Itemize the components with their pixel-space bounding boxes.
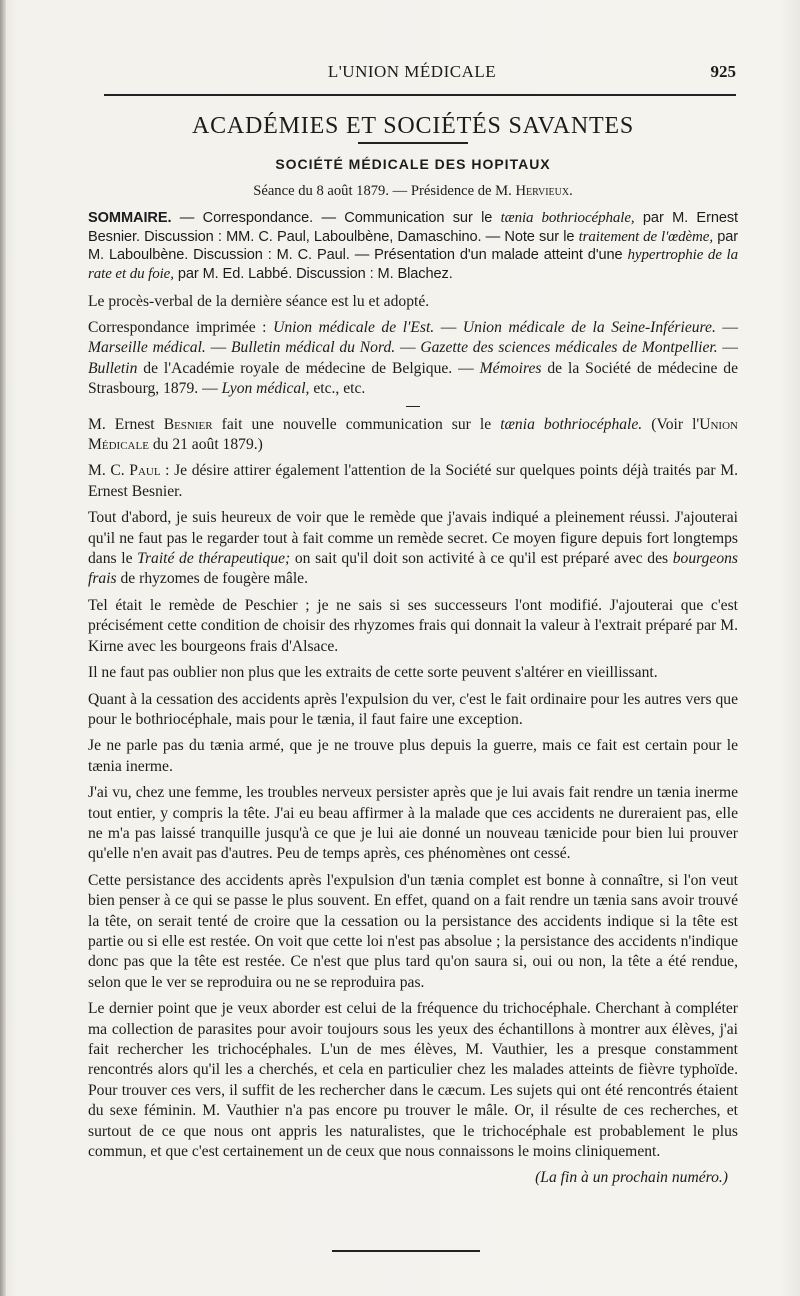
text: Tout d'abord, je suis heureux de voir que le remède que j'avais indiqué a pleinement réussi. J'ajouterai qu'il ne faut pas le regarder tout à fait comme un remède secret. Ce moyen figure depuis fort longtemps dans le xyxy=(88,509,738,568)
text: etc., etc. xyxy=(309,380,366,398)
body-paragraph: Cette persistance des accidents après l'expulsion d'un tænia complet est bonne à connaître, si l'on veut bien penser à ce qui se passe le plus souvent. En effet, quand on a fait rendre un tænia sans avoir trouvé la tête, on serait tenté de croire que la cessation ou la persistance des accidents indique si la tête est partie ou si elle est restée. On voit que cette loi n'est pas absolue ; la persistance des accidents n'indique donc pas que la tête est restée. Ce n'est que plus tard qu'on saura si, oui ou non, la tête a été rendue, selon que le ver se reproduira ou ne se reproduira pas. xyxy=(88,871,738,991)
text: de rhyzomes de fougère mâle. xyxy=(116,570,308,588)
text: — xyxy=(434,319,463,336)
session-president: Hervieux. xyxy=(515,182,573,199)
journal-title: Bulletin médical du Nord. xyxy=(231,339,396,357)
text: on sait qu'il doit son activité à ce qu'il est préparé avec des xyxy=(290,550,673,568)
text: M. Ernest xyxy=(88,415,164,433)
text: — xyxy=(715,319,739,336)
correspondence-paragraph xyxy=(88,318,738,400)
text: — xyxy=(717,339,739,357)
besnier-paragraph xyxy=(88,415,738,456)
minutes-paragraph: Le procès-verbal de la dernière séance est lu et adopté. xyxy=(88,292,430,310)
page-number: 925 xyxy=(710,62,736,81)
summary-italic: traitement de l'œdème, xyxy=(578,228,713,245)
speaker-name: Besnier xyxy=(163,415,213,433)
journal-title: Union médicale de l'Est. xyxy=(273,319,435,336)
journal-title: Mémoires xyxy=(479,359,542,377)
text: : Je désire attirer également l'attention de la Société sur quelques points déjà traités par M. Ernest Besnier. xyxy=(88,462,738,500)
text: fait une nouvelle communication sur le xyxy=(212,415,501,433)
summary-text: — Correspondance. — Communication sur le xyxy=(171,210,501,227)
header-rule xyxy=(104,94,736,96)
summary-text: par M. Laboulbène. Discussion : M. C. Paul. — Présentation d'un malade atteint d'une xyxy=(88,228,738,264)
continuation-note xyxy=(88,1168,738,1188)
text: M. C. xyxy=(88,462,130,480)
text: de la Société de médecine de Strasbourg, 1879. — xyxy=(88,359,738,398)
body-paragraph: Quant à la cessation des accidents après l'expulsion du ver, c'est le fait ordinaire pour les autres vers que pour le bothriocéphale, mais pour le tænia, il faut faire une exception. xyxy=(88,690,738,728)
book-spine-shadow xyxy=(0,0,6,1296)
summary-italic: hypertrophie de la rate et du foie, xyxy=(88,247,739,282)
journal-name: Union Médicale xyxy=(88,415,738,454)
paul-paragraph xyxy=(88,461,738,502)
title-rule xyxy=(358,142,468,144)
italic-term: tænia bothriocéphale. xyxy=(500,415,643,433)
section-title: ACADÉMIES ET SOCIÉTÉS SAVANTES xyxy=(191,113,635,139)
summary-label: SOMMAIRE. xyxy=(88,210,172,227)
session-text: Séance du 8 août 1879. — Présidence de M. xyxy=(253,182,512,199)
text: (Voir l' xyxy=(642,415,700,433)
text: de l'Académie royale de médecine de Belgique. — xyxy=(137,359,480,377)
society-heading: SOCIÉTÉ MÉDICALE DES HOPITAUX xyxy=(275,156,551,173)
end-rule xyxy=(332,1250,480,1252)
continuation-text: (La fin à un prochain numéro.) xyxy=(535,1169,728,1187)
body-paragraph: J'ai vu, chez une femme, les troubles nerveux persister après que je lui avais fait rendre un tænia inerme tout entier, y compris la tête. J'ai eu beau affirmer à la malade que ces accidents ne dureraient pas, elle ne m'a pas laissé tranquille jusqu'à ce que je lui aie donné un nouveau tænicide pour bien lui prouver qu'elle n'en avait pas d'autres. Peu de temps après, ces phénomènes ont cessé. xyxy=(88,784,738,863)
italic-term: bourgeons frais xyxy=(88,550,738,588)
text: — xyxy=(205,339,232,357)
journal-title: Union médicale de la Seine-Inférieure. xyxy=(462,319,716,336)
text: — xyxy=(395,339,421,357)
italic-term: Traité de thérapeutique; xyxy=(137,550,291,568)
text: Correspondance imprimée : xyxy=(88,319,274,336)
page-header xyxy=(88,62,736,84)
journal-title: Marseille médical. xyxy=(88,339,206,357)
body-paragraph: Tel était le remède de Peschier ; je ne sais si ses successeurs l'ont modifié. J'ajouterai que c'est précisément cette condition de choisir des rhyzomes frais qui donnait la valeur à l'extrait préparé par M. Kirne avec les bourgeons frais d'Alsace. xyxy=(88,596,738,655)
journal-title: Gazette des sciences médicales de Montpellier. xyxy=(420,339,718,357)
running-title: L'UNION MÉDICALE xyxy=(327,62,497,81)
summary-block xyxy=(88,209,738,283)
summary-text: par M. Ernest Besnier. Discussion : MM. C. Paul, Laboulbène, Damaschino. — Note sur le xyxy=(88,210,739,245)
remedy-paragraph xyxy=(88,508,738,590)
summary-text: par M. Ed. Labbé. Discussion : M. Blachez. xyxy=(173,266,453,282)
summary-italic: tænia bothriocéphale, xyxy=(500,210,635,227)
section-separator xyxy=(406,406,420,407)
speaker-name: Paul xyxy=(129,462,161,480)
article-body xyxy=(88,112,738,1189)
body-paragraph: Il ne faut pas oublier non plus que les extraits de cette sorte peuvent s'altérer en vieillissant. xyxy=(88,664,658,682)
body-paragraph: Je ne parle pas du tænia armé, que je ne trouve plus depuis la guerre, mais ce fait est certain pour le tænia inerme. xyxy=(88,737,738,775)
text: du 21 août 1879.) xyxy=(148,436,263,454)
body-paragraph: Le dernier point que je veux aborder est celui de la fréquence du trichocéphale. Cherchant à compléter ma collection de parasites pour avoir toujours sous les yeux des échantillons à montrer aux élèves, j'ai fait rechercher les trichocéphales. L'un de mes élèves, M. Vauthier, les a presque constamment rencontrés alors qu'il les a cherchés, et cela en particulier chez les malades atteints de fièvre typhoïde. Pour trouver ces vers, il suffit de les rechercher dans le cæcum. Les sujets qui ont été rencontrés étaient du sexe féminin. M. Vauthier n'a pas encore pu trouver le mâle. Or, il résulte de ces recherches, et surtout de ce que nous ont appris les naturalistes, que le trichocéphale est probablement le plus commun, et que c'est certainement un de ceux que nous connaissons le moins cliniquement. xyxy=(88,1000,738,1161)
journal-title: Lyon médical, xyxy=(221,380,310,398)
session-line xyxy=(88,181,738,201)
journal-title: Bulletin xyxy=(88,359,138,377)
